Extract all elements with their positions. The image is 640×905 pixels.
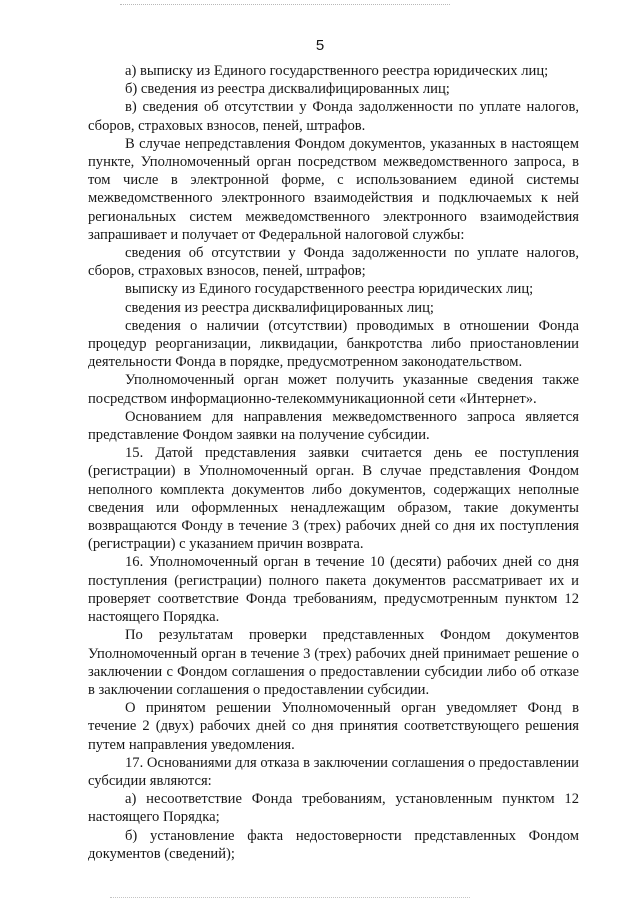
- paragraph-clause-17: 17. Основаниями для отказа в заключении соглашения о предоставлении субсидии являются:: [88, 754, 579, 789]
- page-number: 5: [315, 37, 325, 54]
- paragraph-clause-15: 15. Датой представления заявки считается день ее поступления (регистрации) в Уполномоченный орган. В случае представления Фондом неполного комплекта документов либо документов, содержащих неполные сведения или оформленных ненадлежащим образом, такие документы возвращаются Фонду в течение 3 (трех) рабочих дней со дня их поступления (регистрации) с указанием причин возврата.: [88, 445, 579, 553]
- paragraph-notification: О принятом решении Уполномоченный орган уведомляет Фонд в течение 2 (двух) рабочих дней со дня принятия соответствующего решения путем направления уведомления.: [88, 700, 579, 753]
- paragraph-interagency-request: В случае непредставления Фондом документов, указанных в настоящем пункте, Уполномоченный орган посредством межведомственного запроса, в том числе в электронной форме, с использованием единой системы межведомственного электронного взаимодействия и подключаемых к ней региональных систем межведомственного электронного взаимодействия запрашивает и получает от Федеральной налоговой службы:: [88, 135, 579, 243]
- paragraph-refusal-b: б) установление факта недостоверности представленных Фондом документов (сведений);: [88, 827, 579, 862]
- document-body: [88, 62, 579, 863]
- paragraph-list-tax-debt: сведения об отсутствии у Фонда задолженности по уплате налогов, сборов, страховых взносов, пеней, штрафов;: [88, 245, 579, 280]
- scan-edge-bottom: [110, 897, 470, 898]
- paragraph-clause-16: 16. Уполномоченный орган в течение 10 (десяти) рабочих дней со дня поступления (регистрации) полного пакета документов рассматривает их и проверяет соответствие Фонда требованиям, предусмотренным пунктом 12 настоящего Порядка.: [88, 554, 579, 626]
- paragraph-review-results: По результатам проверки представленных Фондом документов Уполномоченный орган в течение 3 (трех) рабочих дней принимает решение о заключении с Фондом соглашения о предоставлении субсидии либо об отказе в заключении соглашения о предоставлении субсидии.: [88, 627, 579, 698]
- paragraph-list-reorganization: сведения о наличии (отсутствии) проводимых в отношении Фонда процедур реорганизации, ликвидации, банкротства либо приостановлении деятельности Фонда в порядке, предусмотренном законодательством.: [88, 317, 579, 371]
- paragraph-item-v-tax-debt: в) сведения об отсутствии у Фонда задолженности по уплате налогов, сборов, страховых взносов, пеней, штрафов.: [88, 99, 579, 134]
- paragraph-request-basis: Основанием для направления межведомственного запроса является представление Фондом заявки на получение субсидии.: [88, 408, 579, 444]
- paragraph-list-egrul: выписку из Единого государственного реестра юридических лиц;: [125, 281, 534, 298]
- paragraph-item-b-disqualified: б) сведения из реестра дисквалифицированных лиц;: [125, 81, 450, 98]
- scan-edge-top: [120, 4, 450, 5]
- paragraph-internet-source: Уполномоченный орган может получить указанные сведения также посредством информационно-телекоммуникационной сети «Интернет».: [88, 372, 579, 407]
- paragraph-item-a-egrul: а) выписку из Единого государственного реестра юридических лиц;: [125, 63, 549, 79]
- paragraph-refusal-a: а) несоответствие Фонда требованиям, установленным пунктом 12 настоящего Порядка;: [88, 791, 579, 826]
- paragraph-list-disqualified: сведения из реестра дисквалифицированных лиц;: [125, 299, 434, 316]
